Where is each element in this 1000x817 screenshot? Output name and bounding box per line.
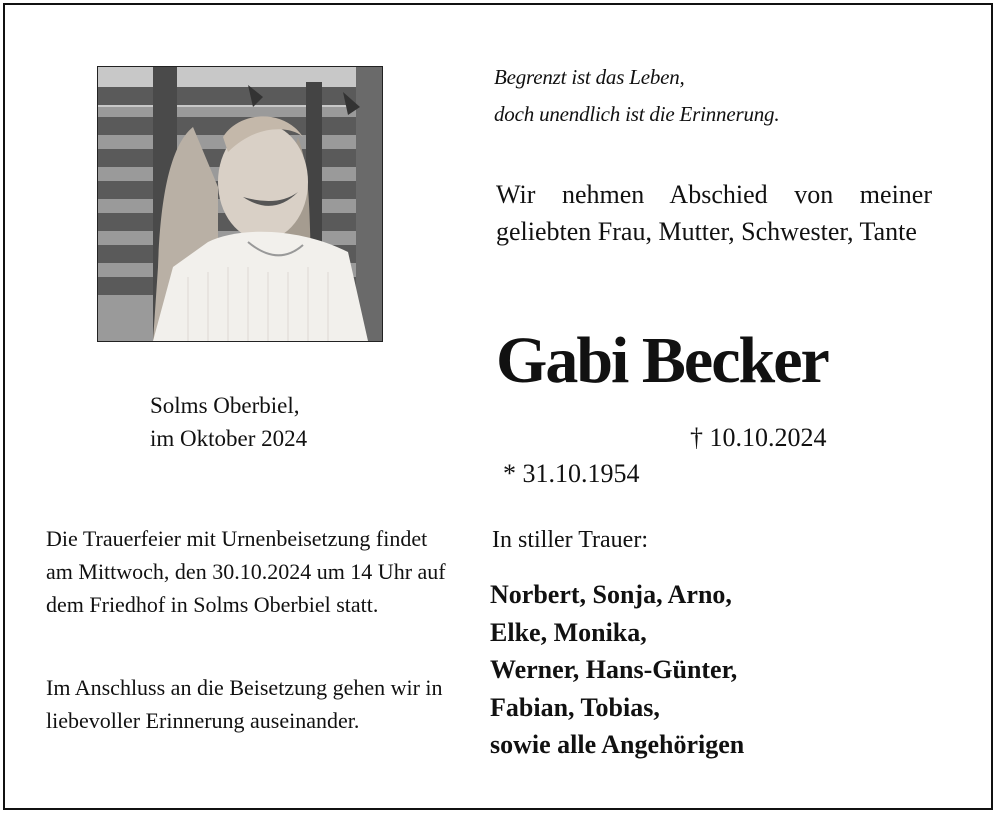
date-line: im Oktober 2024: [150, 426, 308, 451]
deceased-name: Gabi Becker: [496, 324, 828, 397]
life-dates: [490, 420, 827, 528]
mourners-list: [490, 576, 744, 764]
birth-date: * 31.10.1954: [503, 459, 640, 488]
quote-line-1: Begrenzt ist das Leben,: [494, 65, 685, 89]
mourners-line: Elke, Monika,: [490, 617, 647, 647]
death-date: † 10.10.2024: [690, 423, 827, 452]
quote-line-2: doch unendlich ist die Erinnerung.: [494, 102, 780, 126]
quote: [494, 59, 779, 133]
mourners-heading: In stiller Trauer:: [492, 527, 648, 553]
place-line: Solms Oberbiel,: [150, 393, 300, 418]
funeral-service-info: Die Trauerfeier mit Urnenbeisetzung findet am Mittwoch, den 30.10.2024 um 14 Uhr auf dem Friedhof in Solms Oberbiel statt.: [46, 526, 446, 617]
mourners-line: sowie alle Angehörigen: [490, 730, 745, 759]
mourners-line: Werner, Hans-Günter,: [490, 655, 738, 684]
mourners-line: Fabian, Tobias,: [490, 692, 660, 722]
portrait-photo: [97, 66, 383, 342]
mourners-line: Norbert, Sonja, Arno,: [490, 580, 732, 609]
farewell-intro: Wir nehmen Abschied von meiner geliebten Frau, Mutter, Schwester, Tante: [496, 180, 932, 246]
place-and-date: [150, 389, 307, 455]
after-burial-info: Im Anschluss an die Beisetzung gehen wir in liebevoller Erinnerung auseinander.: [46, 675, 443, 733]
